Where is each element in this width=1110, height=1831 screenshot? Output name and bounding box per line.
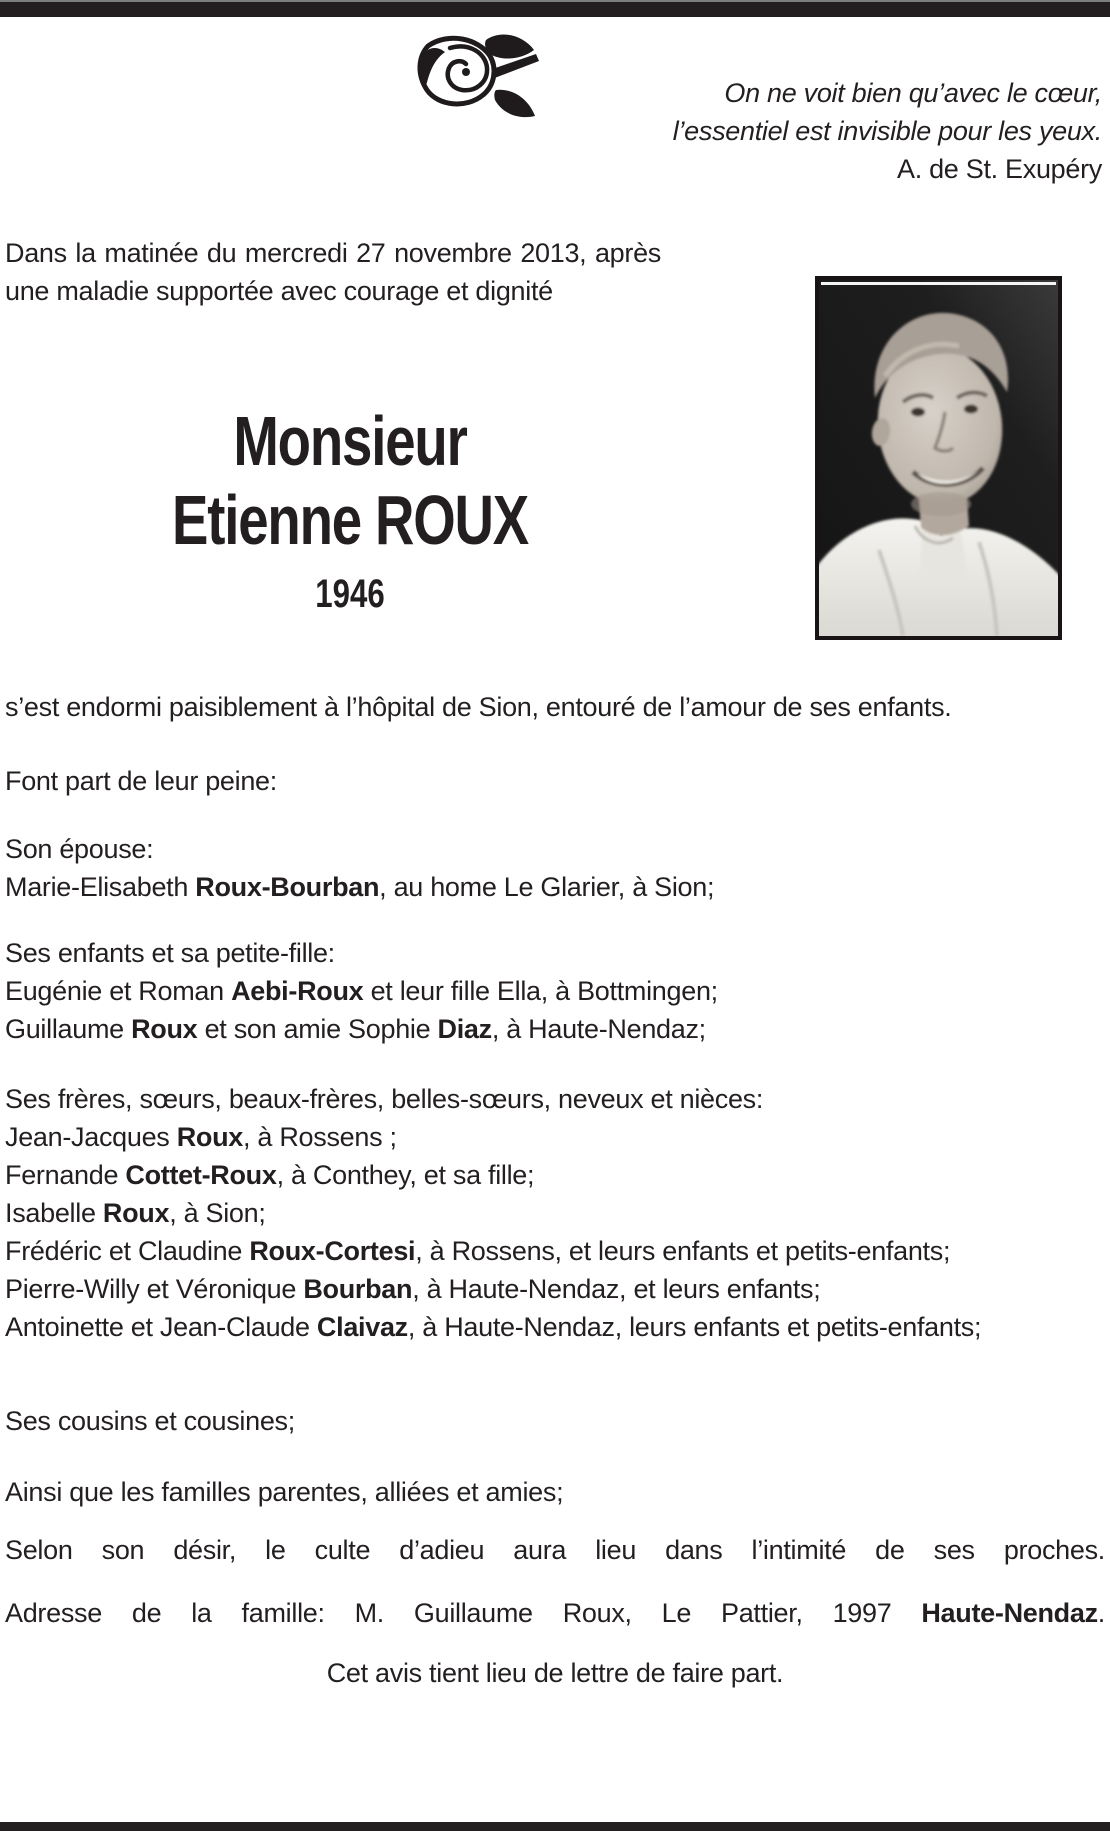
intro-paragraph: Dans la matinée du mercredi 27 novembre 2013, après une maladie supportée avec courage et dignité bbox=[5, 238, 661, 306]
body-line: Ses cousins et cousines; bbox=[5, 1406, 295, 1436]
family-line: Eugénie et Roman Aebi-Roux et leur fille Ella, à Bottmingen; bbox=[5, 976, 718, 1006]
family-cousins-line bbox=[5, 1402, 1105, 1440]
body-line: Font part de leur peine: bbox=[5, 766, 277, 796]
quote-author: A. de St. Exupéry bbox=[896, 154, 1102, 184]
family-spouse-section bbox=[5, 830, 1105, 906]
family-siblings-section bbox=[5, 1080, 1105, 1346]
related-families-line bbox=[5, 1473, 1105, 1511]
family-line: Fernande Cottet-Roux, à Conthey, et sa fille; bbox=[5, 1160, 535, 1190]
quote-line: l’essentiel est invisible pour les yeux. bbox=[672, 116, 1102, 146]
family-address-line bbox=[5, 1594, 1105, 1632]
family-line: Isabelle Roux, à Sion; bbox=[5, 1198, 266, 1228]
family-line: Adresse de la famille: M. Guillaume Roux, Le Pattier, 1997 Haute-Nendaz. bbox=[5, 1598, 1105, 1628]
body-line: Ainsi que les familles parentes, alliées et amies; bbox=[5, 1477, 564, 1507]
title-monsieur: Monsieur bbox=[233, 402, 467, 480]
rose-icon bbox=[400, 30, 540, 130]
portrait-photo bbox=[815, 276, 1062, 640]
deceased-name: Etienne ROUX bbox=[171, 481, 529, 559]
family-line: Ses enfants et sa petite-fille: bbox=[5, 938, 335, 968]
quote-block bbox=[673, 74, 1102, 188]
bottom-border-bar bbox=[0, 1822, 1110, 1831]
family-line: Son épouse: bbox=[5, 834, 154, 864]
deceased-title-block bbox=[93, 402, 608, 614]
family-line: Marie-Elisabeth Roux-Bourban, au home Le Glarier, à Sion; bbox=[5, 872, 715, 902]
body-line: Selon son désir, le culte d’adieu aura lieu dans l’intimité de ses proches. bbox=[5, 1535, 1105, 1565]
family-line: Frédéric et Claudine Roux-Cortesi, à Rossens, et leurs enfants et petits-enfants; bbox=[5, 1236, 951, 1266]
body-line: s’est endormi paisiblement à l’hôpital de Sion, entouré de l’amour de ses enfants. bbox=[5, 692, 952, 722]
quote-line: On ne voit bien qu’avec le cœur, bbox=[724, 78, 1102, 108]
family-line: Pierre-Willy et Véronique Bourban, à Haute-Nendaz, et leurs enfants; bbox=[5, 1274, 821, 1304]
family-children-section bbox=[5, 934, 1105, 1048]
birth-year: 1946 bbox=[315, 572, 385, 616]
death-paragraph bbox=[5, 688, 1105, 726]
family-line: Jean-Jacques Roux, à Rossens ; bbox=[5, 1122, 397, 1152]
notice-body bbox=[5, 688, 1105, 1692]
top-border-bar bbox=[0, 0, 1110, 17]
family-line: Antoinette et Jean-Claude Claivaz, à Haute-Nendaz, leurs enfants et petits-enfants; bbox=[5, 1312, 982, 1342]
closing-line bbox=[5, 1654, 1105, 1692]
body-line: Cet avis tient lieu de lettre de faire part. bbox=[326, 1658, 784, 1688]
farewell-wish-line bbox=[5, 1531, 1105, 1569]
announcement-line bbox=[5, 762, 1105, 800]
family-line: Guillaume Roux et son amie Sophie Diaz, à Haute-Nendaz; bbox=[5, 1014, 706, 1044]
family-line: Ses frères, sœurs, beaux-frères, belles-sœurs, neveux et nièces: bbox=[5, 1084, 764, 1114]
